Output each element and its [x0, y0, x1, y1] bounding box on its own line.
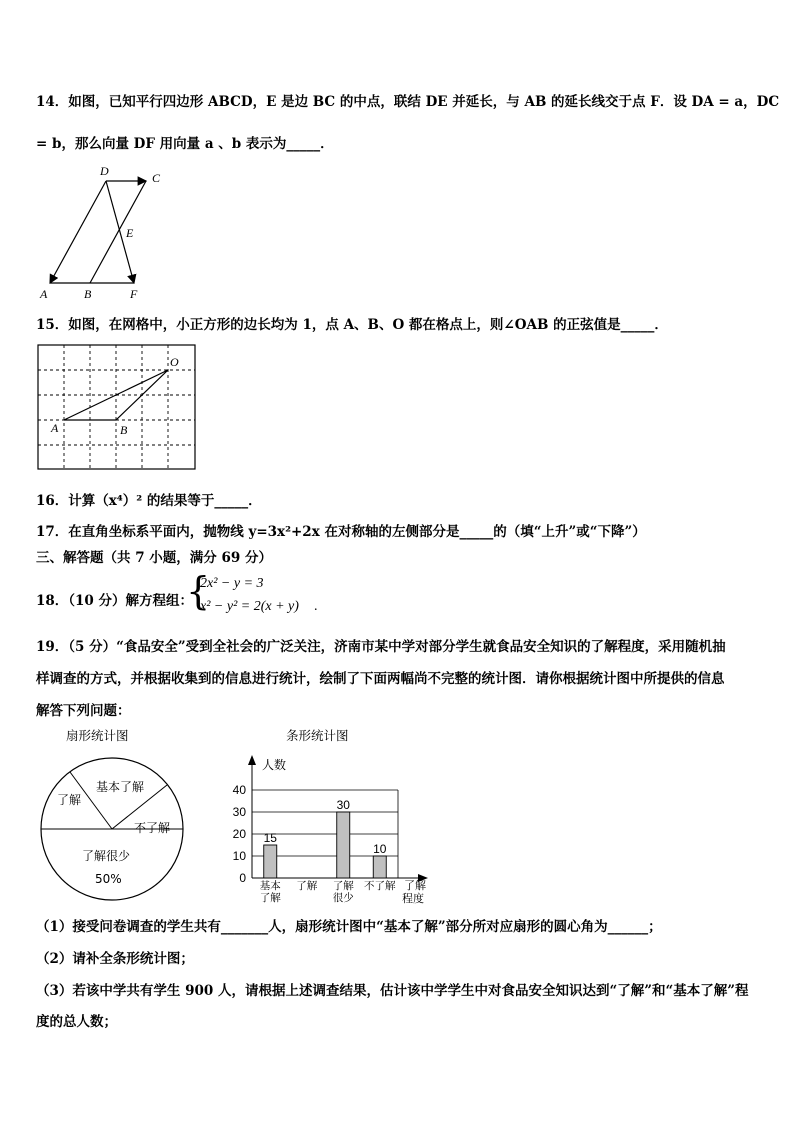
q19-line2: 样调查的方式，并根据收集到的信息进行统计，绘制了下面两幅尚不完整的统计图．请你根据统计图中所提供的信息: [36, 671, 725, 687]
bar: [264, 845, 277, 878]
x-tick-label: 了解: [332, 880, 354, 892]
bar: [337, 812, 350, 878]
point-a-label: A: [40, 287, 48, 301]
y-tick-label: 0: [239, 871, 246, 885]
point-e-label: E: [126, 226, 134, 240]
y-tick-label: 20: [232, 827, 246, 841]
y-tick-label: 10: [232, 849, 246, 863]
parallelogram-figure: [34, 162, 174, 304]
y-axis-label: 人数: [262, 758, 287, 772]
pie-percent-little: 50%: [95, 872, 122, 886]
pie-label-unknown: 不了解: [134, 821, 171, 835]
q18-text: 18．（10 分）解方程组：: [36, 593, 194, 609]
q16-text: 16．计算（x⁴）² 的结果等于_____．: [36, 493, 262, 509]
point-f-label: F: [130, 287, 138, 301]
pie-label-little: 了解很少: [82, 849, 131, 863]
pie-caption: 扇形统计图: [66, 728, 129, 743]
equation-period: .: [314, 599, 318, 614]
point-b-label: B: [120, 423, 128, 437]
equation-2: x² − y² = 2(x + y): [200, 599, 299, 614]
x-tick-label: 很少: [332, 892, 354, 904]
segment-bc: [90, 181, 146, 283]
section-heading: 三、解答题（共 7 小题，满分 69 分）: [36, 550, 272, 566]
q15-text: 15．如图，在网格中，小正方形的边长均为 1，点 A、B、O 都在格点上，则∠OAB 的正弦值是_____．: [36, 317, 668, 333]
pie-label-know: 了解: [57, 793, 82, 807]
point-b-label: B: [84, 287, 92, 301]
x-tick-label: 不了解: [364, 880, 396, 892]
y-axis-arrow: [248, 755, 256, 765]
q19-line3: 解答下列问题：: [36, 703, 131, 719]
point-c-label: C: [152, 171, 161, 185]
x-axis-label: 了解: [404, 879, 426, 892]
q17-text: 17．在直角坐标系平面内，抛物线 y=3x²+2x 在对称轴的左侧部分是_____的（填“上升”或“下降”）: [36, 524, 646, 540]
q19-line1: 19．（5 分）“食品安全”受到全社会的广泛关注，济南市某中学对部分学生就食品安全知识的了解程度，采用随机抽: [36, 639, 726, 655]
equation-brace: {: [186, 569, 211, 613]
grid-figure: [37, 344, 197, 472]
q14-line1: 14．如图，已知平行四边形 ABCD，E 是边 BC 的中点，联结 DE 并延长，与 AB 的延长线交于点 F．设 DA = a，DC: [36, 94, 780, 110]
q19-sub1: （1）接受问卷调查的学生共有_______人，扇形统计图中“基本了解”部分所对应扇形的圆心角为______；: [36, 919, 662, 935]
q19-sub2: （2）请补全条形统计图；: [36, 951, 194, 967]
bar-chart-title: 条形统计图: [286, 728, 349, 743]
bar-chart: [220, 745, 440, 907]
pie-chart: [38, 755, 188, 905]
q14-line2: = b，那么向量 DF 用向量 a 、b 表示为_____．: [36, 136, 334, 152]
x-axis-label: 程度: [402, 892, 424, 905]
bar-value-label: 30: [336, 798, 350, 812]
point-a-label: A: [51, 421, 59, 435]
point-d-label: D: [100, 164, 109, 178]
q19-sub3-line1: （3）若该中学共有学生 900 人，请根据上述调查结果，估计该中学学生中对食品安全知识达到“了解”和“基本了解”程: [36, 983, 749, 999]
pie-label-basic: 基本了解: [96, 780, 145, 794]
point-o-label: O: [170, 355, 179, 369]
y-tick-label: 40: [232, 783, 246, 797]
x-tick-label: 基本: [259, 880, 281, 892]
q19-sub3-line2: 度的总人数；: [36, 1014, 117, 1030]
y-tick-label: 30: [232, 805, 246, 819]
equation-1: 2x² − y = 3: [200, 576, 264, 591]
x-tick-label: 了解: [296, 880, 318, 892]
bar: [373, 856, 386, 878]
bar-value-label: 15: [263, 831, 277, 845]
vector-da: [50, 181, 106, 283]
x-tick-label: 了解: [259, 892, 281, 904]
bar-value-label: 10: [373, 842, 387, 856]
